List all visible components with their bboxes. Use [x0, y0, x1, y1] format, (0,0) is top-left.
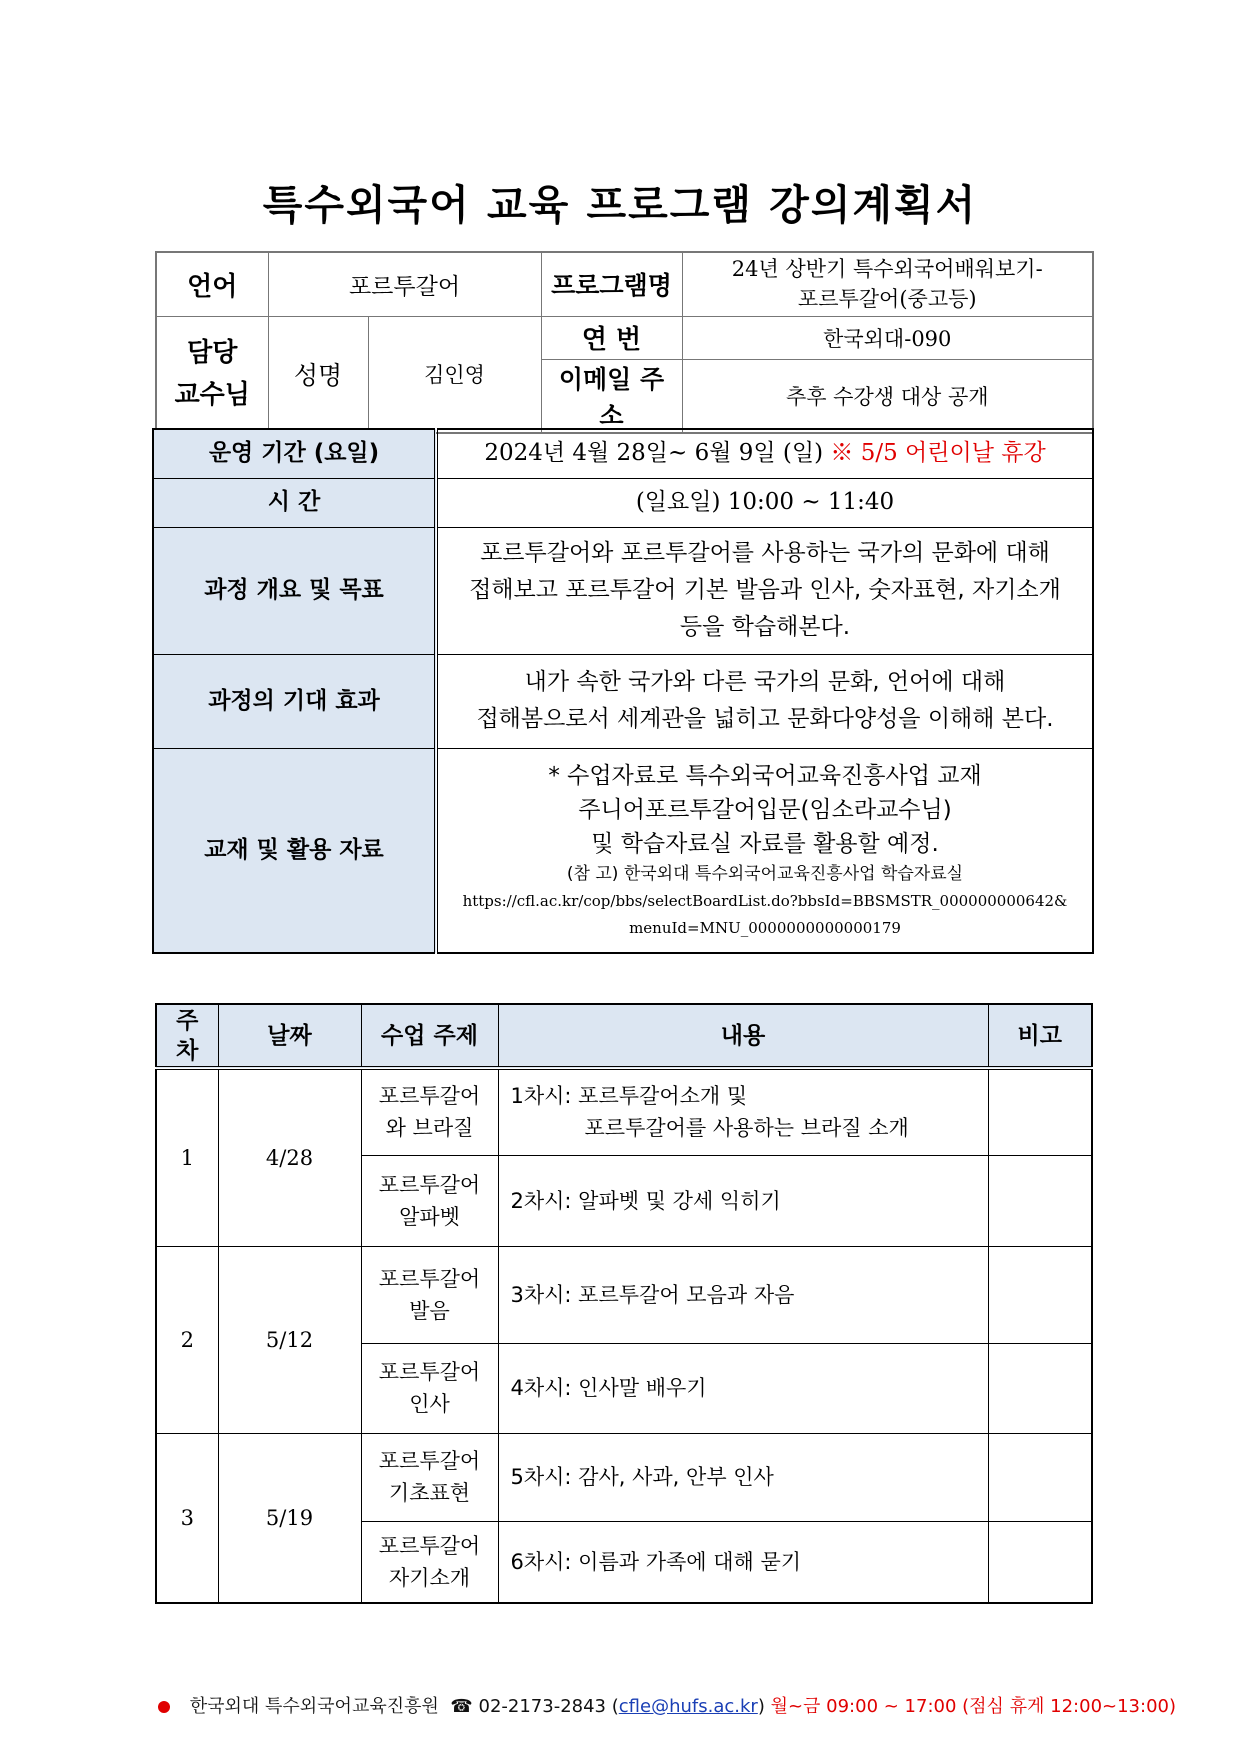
material-line: 주니어포르투갈어입문(임소라교수님)	[578, 796, 952, 823]
material-ref-url: menuId=MNU_0000000000000179	[629, 918, 901, 937]
topic-line: 인사	[409, 1392, 450, 1416]
table-row	[156, 1433, 1092, 1521]
week-date: 5/19	[218, 1433, 361, 1603]
session-topic	[361, 1155, 498, 1246]
program-value-line2: 포르투갈어(중고등)	[797, 287, 977, 312]
language-value: 포르투갈어	[268, 252, 541, 316]
material-line: 및 학습자료실 자료를 활용할 예정.	[591, 830, 939, 857]
topic-line: 기초표현	[388, 1481, 471, 1505]
professor-label-line2: 교수님	[174, 380, 250, 410]
session-note	[988, 1433, 1092, 1521]
overview-table	[152, 428, 1094, 954]
schedule-table	[155, 1003, 1093, 1604]
session-content: 5차시: 감사, 사과, 안부 인사	[498, 1433, 988, 1521]
session-topic	[361, 1343, 498, 1433]
period-dates: 2024년 4월 28일~ 6월 9일 (일)	[484, 440, 824, 467]
phone-icon: ☎	[450, 1696, 473, 1717]
page-title: 특수외국어 교육 프로그램 강의계획서	[262, 181, 978, 229]
material-line: * 수업자료로 특수외국어교육진흥사업 교재	[548, 762, 982, 789]
footer-hours: 월~금 09:00 ~ 17:00 (점심 휴게 12:00~13:00)	[770, 1696, 1177, 1717]
program-value	[682, 252, 1093, 316]
session-content: 2차시: 알파벳 및 강세 익히기	[498, 1155, 988, 1246]
footer: 한국외대 특수외국어교육진흥원 ☎ 02-2173-2843 (cfle@hufs.ac.kr) 월~금 09:00 ~ 17:00 (점심 휴게 12:00~13:00)	[158, 1692, 1176, 1718]
goal-value	[436, 527, 1093, 654]
table-row	[156, 1246, 1092, 1343]
topic-line: 와 브라질	[385, 1116, 474, 1141]
topic-line: 포르투갈어	[378, 1360, 481, 1384]
session-content	[498, 1068, 988, 1155]
language-label: 언어	[156, 252, 268, 316]
program-label: 프로그램명	[541, 252, 682, 316]
time-label: 시 간	[153, 478, 436, 527]
session-content: 6차시: 이름과 가족에 대해 묻기	[498, 1521, 988, 1603]
goal-line: 포르투갈어와 포르투갈어를 사용하는 국가의 문화에 대해	[480, 540, 1050, 566]
content-line: 포르투갈어를 사용하는 브라질 소개	[584, 1116, 909, 1141]
topic-line: 포르투갈어	[378, 1084, 481, 1109]
email-value: 추후 수강생 대상 공개	[682, 359, 1093, 433]
period-label: 운영 기간 (요일)	[153, 429, 436, 478]
header-date: 날짜	[218, 1004, 361, 1068]
week-number: 3	[156, 1433, 218, 1603]
period-value	[436, 429, 1093, 478]
session-note	[988, 1246, 1092, 1343]
header-week-line2: 차	[176, 1037, 199, 1064]
session-content: 3차시: 포르투갈어 모음과 자음	[498, 1246, 988, 1343]
week-number: 1	[156, 1068, 218, 1246]
session-note	[988, 1068, 1092, 1155]
code-value: 한국외대-090	[682, 316, 1093, 359]
goal-label: 과정 개요 및 목표	[153, 527, 436, 654]
session-content: 4차시: 인사말 배우기	[498, 1343, 988, 1433]
session-topic	[361, 1246, 498, 1343]
week-date: 4/28	[218, 1068, 361, 1246]
footer-phone: 02-2173-2843	[478, 1696, 607, 1717]
header-note: 비고	[988, 1004, 1092, 1068]
code-label: 연 번	[541, 316, 682, 359]
session-note	[988, 1343, 1092, 1433]
effect-line: 내가 속한 국가와 다른 국가의 문화, 언어에 대해	[524, 669, 1006, 695]
time-value: (일요일) 10:00 ~ 11:40	[436, 478, 1093, 527]
name-value: 김인영	[368, 316, 541, 433]
effect-line: 접해봄으로서 세계관을 넓히고 문화다양성을 이해해 본다.	[476, 706, 1054, 732]
effect-value	[436, 654, 1093, 748]
footer-email-link[interactable]: cfle@hufs.ac.kr	[618, 1696, 758, 1717]
header-week	[156, 1004, 218, 1068]
header-week-line1: 주	[176, 1007, 199, 1034]
session-topic	[361, 1521, 498, 1603]
topic-line: 포르투갈어	[378, 1266, 481, 1291]
bullet-icon	[158, 1701, 170, 1713]
material-label: 교재 및 활용 자료	[153, 748, 436, 953]
material-ref-line: (참 고) 한국외대 특수외국어교육진흥사업 학습자료실	[566, 863, 964, 884]
session-note	[988, 1521, 1092, 1603]
session-topic	[361, 1433, 498, 1521]
header-topic: 수업 주제	[361, 1004, 498, 1068]
session-note	[988, 1155, 1092, 1246]
footer-org: 한국외대 특수외국어교육진흥원	[189, 1696, 439, 1717]
name-label: 성명	[268, 316, 368, 433]
material-value	[436, 748, 1093, 953]
week-number: 2	[156, 1246, 218, 1433]
week-date: 5/12	[218, 1246, 361, 1433]
header-content: 내용	[498, 1004, 988, 1068]
table-row	[156, 1068, 1092, 1155]
topic-line: 포르투갈어	[378, 1533, 481, 1558]
material-ref-url: https://cfl.ac.kr/cop/bbs/selectBoardList.do?bbsId=BBSMSTR_000000000642&	[462, 891, 1068, 910]
goal-line: 접해보고 포르투갈어 기본 발음과 인사, 숫자표현, 자기소개	[469, 577, 1061, 603]
professor-label-line1: 담당	[187, 338, 238, 368]
topic-line: 알파벳	[399, 1204, 460, 1229]
content-line: 1차시: 포르투갈어소개 및	[510, 1084, 748, 1109]
info-table	[155, 251, 1094, 434]
email-label: 이메일 주소	[541, 359, 682, 433]
program-value-line1: 24년 상반기 특수외국어배워보기-	[731, 257, 1043, 282]
effect-label: 과정의 기대 효과	[153, 654, 436, 748]
period-note: ※ 5/5 어린이날 휴강	[830, 440, 1046, 467]
professor-label	[156, 316, 268, 433]
topic-line: 포르투갈어	[378, 1172, 481, 1197]
goal-line: 등을 학습해본다.	[679, 614, 851, 640]
topic-line: 자기소개	[388, 1565, 471, 1590]
topic-line: 발음	[409, 1298, 450, 1323]
session-topic	[361, 1068, 498, 1155]
topic-line: 포르투갈어	[378, 1449, 481, 1473]
